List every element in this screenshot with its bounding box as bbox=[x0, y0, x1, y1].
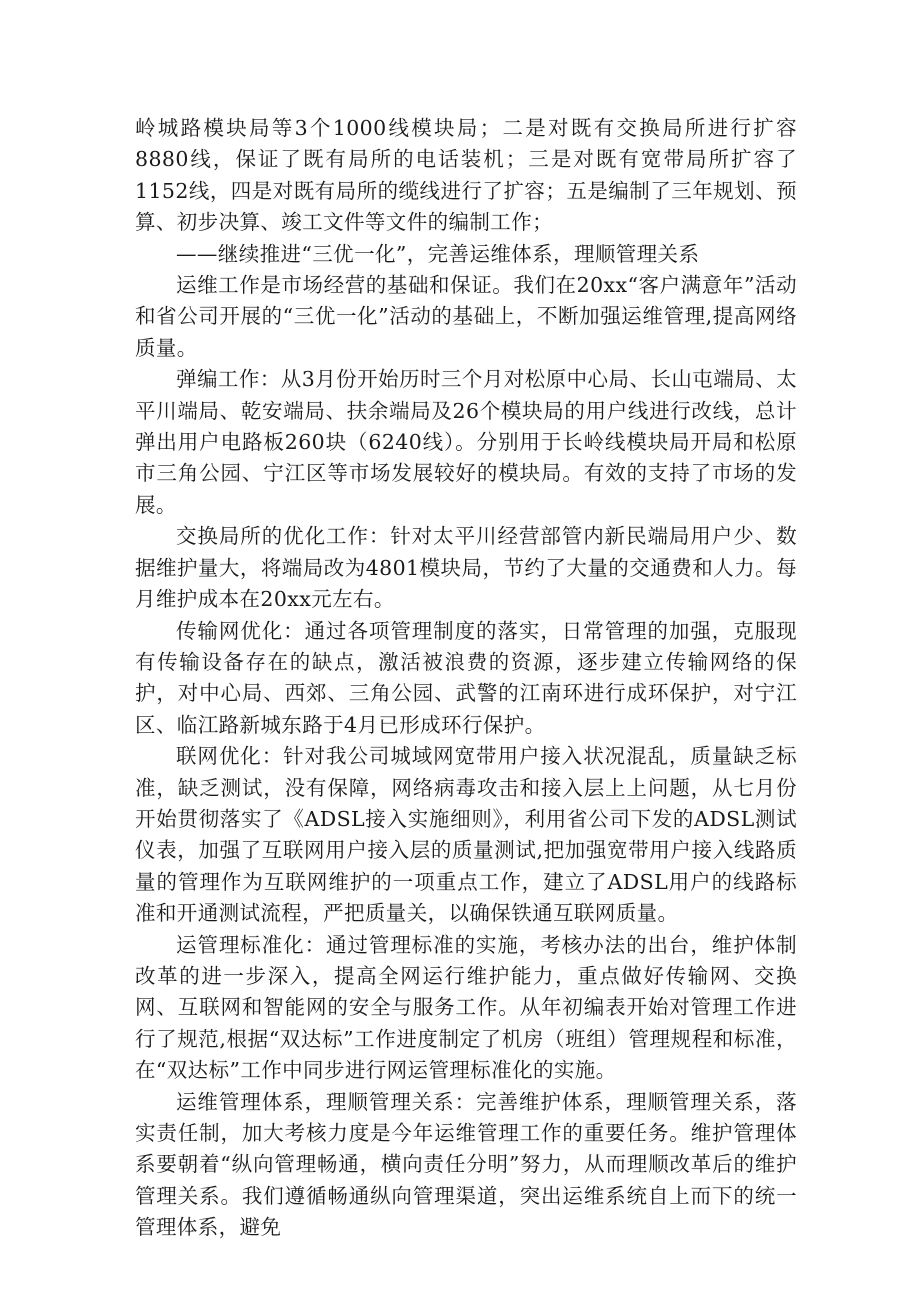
paragraph-management-system: 运维管理体系，理顺管理关系：完善维护体系，理顺管理关系，落实责任制，加大考核力度是今年运维管理工作的重要任务。维护管理体系要朝着“纵向管理畅通，横向责任分明”努力，从而理顺改革后的维护管理关系。我们遵循畅通纵向管理渠道，突出运维系统自上而下的统一管理体系，避免 bbox=[135, 1089, 797, 1240]
paragraph-network-optimization: 联网优化：针对我公司城域网宽带用户接入状况混乱，质量缺乏标准，缺乏测试，没有保障，网络病毒攻击和接入层上上问题，从七月份开始贯彻落实了《ADSL接入实施细则》，利用省公司下发的ADSL测试仪表，加强了互联网用户接入层的质量测试,把加强宽带用户接入线路质量的管理作为互联网维护的一项重点工作，建立了ADSL用户的线路标准和开通测试流程，严把质量关，以确保铁通互联网质量。 bbox=[135, 744, 797, 926]
section-heading: ——继续推进“三优一化”，完善运维体系，理顺管理关系 bbox=[176, 241, 700, 266]
paragraph-rewiring: 弹编工作：从3月份开始历时三个月对松原中心局、长山屯端局、太平川端局、乾安端局、扶余端局及26个模块局的用户线进行改线，总计弹出用户电路板260块（6240线）。分别用于长岭线模块局开局和松原市三角公园、宁江区等市场发展较好的模块局。有效的支持了市场的发展。 bbox=[135, 367, 797, 517]
paragraph-transmission-optimization: 传输网优化：通过各项管理制度的落实，日常管理的加强，克服现有传输设备存在的缺点，激活被浪费的资源，逐步建立传输网络的保护，对中心局、西郊、三角公园、武警的江南环进行成环保护，对宁江区、临江路新城东路于4月已形成环行保护。 bbox=[135, 618, 797, 737]
document-body bbox=[135, 113, 797, 1244]
paragraph-continuation: 岭城路模块局等3个1000线模块局；二是对既有交换局所进行扩容8880线，保证了既有局所的电话装机；三是对既有宽带局所扩容了1152线，四是对既有局所的缆线进行了扩容；五是编制了三年规划、预算、初步决算、竣工文件等文件的编制工作； bbox=[135, 116, 797, 235]
paragraph-exchange-optimization: 交换局所的优化工作：针对太平川经营部管内新民端局用户少、数据维护量大，将端局改为4801模块局，节约了大量的交通费和人力。每月维护成本在20xx元左右。 bbox=[135, 524, 797, 612]
paragraph-management-standardization: 运管理标准化：通过管理标准的实施，考核办法的出台，维护体制改革的进一步深入，提高全网运行维护能力，重点做好传输网、交换网、互联网和智能网的安全与服务工作。从年初编表开始对管理工作进行了规范,根据“双达标”工作进度制定了机房（班组）管理规程和标准，在“双达标”工作中同步进行网运管理标准化的实施。 bbox=[135, 932, 797, 1083]
paragraph-intro: 运维工作是市场经营的基础和保证。我们在20xx“客户满意年”活动和省公司开展的“三优一化”活动的基础上，不断加强运维管理,提高网络质量。 bbox=[135, 273, 797, 360]
